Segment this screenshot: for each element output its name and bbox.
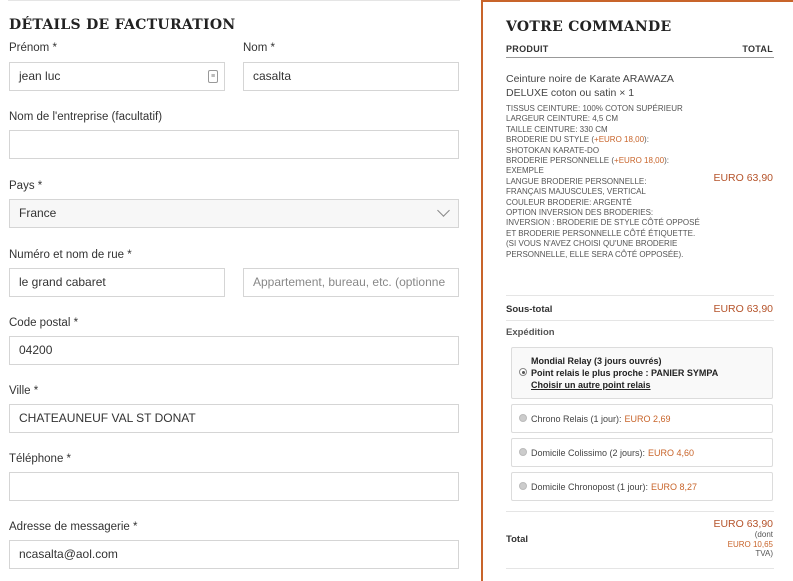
meta-text: BRODERIE PERSONNELLE (	[506, 156, 615, 166]
meta-line: OPTION INVERSION DES BRODERIES:	[506, 208, 654, 218]
meta-line: FRANÇAIS MAJUSCULES, VERTICAL	[506, 187, 646, 197]
postcode-label: Code postal *	[9, 317, 79, 329]
meta-line: EXEMPLE	[506, 166, 544, 176]
divider	[506, 295, 774, 296]
company-label: Nom de l'entreprise (facultatif)	[9, 111, 163, 123]
email-input[interactable]: ncasalta@aol.com	[9, 540, 459, 569]
meta-price: +EURO 18,00	[594, 135, 645, 145]
meta-text: ):	[664, 156, 669, 166]
product-title: Ceinture noire de Karate ARAWAZA DELUXE coton ou satin	[506, 73, 674, 99]
divider	[506, 57, 774, 58]
total-amount: EURO 63,90	[713, 518, 773, 530]
product-options	[506, 104, 706, 260]
postcode-input[interactable]: 04200	[9, 336, 459, 365]
meta-price: +EURO 18,00	[614, 156, 665, 166]
meta-line: TAILLE CEINTURE: 330 CM	[506, 124, 608, 134]
choose-relay-link[interactable]: Choisir un autre point relais	[531, 380, 651, 390]
street-input[interactable]: le grand cabaret	[9, 268, 225, 297]
shipping-option-name: Mondial Relay (3 jours ouvrés)	[531, 356, 662, 366]
shipping-option-text	[531, 482, 697, 492]
country-label: Pays *	[9, 180, 43, 192]
product-qty: × 1	[619, 87, 635, 99]
shipping-option-mondial-relay[interactable]	[511, 347, 773, 399]
radio-selected-icon[interactable]	[519, 368, 527, 376]
divider	[8, 0, 460, 1]
last-name-label: Nom *	[243, 42, 275, 54]
billing-title: DÉTAILS DE FACTURATION	[9, 17, 236, 33]
divider	[506, 568, 774, 569]
shipping-option-text	[531, 448, 694, 458]
tax-amount: EURO 10,65	[727, 539, 773, 549]
meta-line	[506, 135, 706, 145]
first-name-value: jean luc	[19, 69, 61, 83]
city-input[interactable]: CHATEAUNEUF VAL ST DONAT	[9, 404, 459, 433]
street-label: Numéro et nom de rue *	[9, 249, 132, 261]
divider	[506, 320, 774, 321]
divider	[506, 511, 774, 512]
product-name	[506, 72, 706, 100]
contact-card-icon: ≡	[208, 70, 218, 83]
country-value: France	[19, 206, 57, 220]
shipping-option-chrono-relais[interactable]	[511, 404, 773, 433]
meta-line: LANGUE BRODERIE PERSONNELLE:	[506, 176, 647, 186]
subtotal-label: Sous-total	[506, 304, 553, 315]
meta-line: COULEUR BRODERIE: ARGENTÉ	[506, 197, 632, 207]
col-product-header: PRODUIT	[506, 44, 549, 54]
relay-point-text: Point relais le plus proche : PANIER SYMPA	[531, 368, 719, 378]
tax-suffix: TVA)	[755, 549, 773, 558]
shipping-option-price: EURO 8,27	[651, 482, 698, 492]
col-total-header: TOTAL	[742, 44, 773, 54]
order-review	[481, 0, 793, 581]
first-name-input[interactable]	[9, 62, 225, 91]
country-select[interactable]	[9, 199, 459, 228]
meta-text: BRODERIE DU STYLE (	[506, 135, 595, 145]
meta-line: TISSUS CEINTURE: 100% COTON SUPÉRIEUR	[506, 104, 683, 113]
meta-line: INVERSION : BRODERIE DE STYLE CÔTÉ OPPOSÉ ET BRODERIE PERSONNELLE CÔTÉ ÉTIQUETTE. (SI VOUS N'AVEZ CHOISI QU'UNE BRODERIE PERSONNELLE, ELLE SERA CÔTÉ OPPOSÉE).	[506, 218, 700, 259]
total-label: Total	[506, 534, 528, 545]
street2-input[interactable]: Appartement, bureau, etc. (optionne	[243, 268, 459, 297]
first-name-label: Prénom *	[9, 42, 57, 54]
shipping-option-name: Chrono Relais (1 jour):	[531, 414, 622, 424]
shipping-option-colissimo[interactable]	[511, 438, 773, 467]
meta-text: ):	[644, 135, 649, 145]
phone-input[interactable]	[9, 472, 459, 501]
shipping-option-text	[531, 414, 671, 424]
radio-icon[interactable]	[519, 448, 527, 456]
shipping-option-name: Domicile Chronopost (1 jour):	[531, 482, 649, 492]
email-label: Adresse de messagerie *	[9, 521, 138, 533]
phone-label: Téléphone *	[9, 453, 72, 465]
total-value	[713, 518, 773, 559]
company-input[interactable]	[9, 130, 459, 159]
order-title: VOTRE COMMANDE	[506, 19, 672, 35]
meta-line: SHOTOKAN KARATE-DO	[506, 145, 600, 155]
last-name-input[interactable]: casalta	[243, 62, 459, 91]
shipping-label: Expédition	[506, 327, 555, 338]
meta-line	[506, 156, 706, 166]
shipping-option-chronopost[interactable]	[511, 472, 773, 501]
shipping-option-name: Domicile Colissimo (2 jours):	[531, 448, 646, 458]
shipping-option-price: EURO 2,69	[624, 414, 671, 424]
radio-icon[interactable]	[519, 414, 527, 422]
subtotal-value: EURO 63,90	[713, 303, 773, 315]
tax-prefix: (dont	[754, 530, 773, 539]
radio-icon[interactable]	[519, 482, 527, 490]
shipping-option-price: EURO 4,60	[648, 448, 695, 458]
product-price: EURO 63,90	[713, 172, 773, 184]
city-label: Ville *	[9, 385, 39, 397]
chevron-down-icon	[437, 204, 450, 217]
meta-line: LARGEUR CEINTURE: 4,5 CM	[506, 114, 619, 124]
